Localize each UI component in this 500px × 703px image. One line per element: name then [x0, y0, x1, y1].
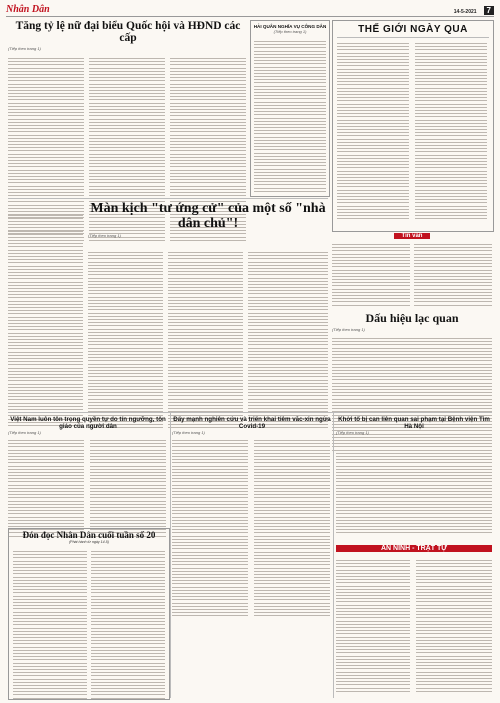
masthead-logo: Nhân Dân: [6, 3, 50, 15]
world-news-box: [332, 20, 494, 232]
headline-vaccine: Đẩy mạnh nghiên cứu và triển khai tiêm vắc-xin ngừa Covid-19: [173, 416, 331, 431]
headline-women-ratio: Tăng tỷ lệ nữ đại biểu Quốc hội và HĐND các cấp: [15, 20, 241, 45]
article-candidates-header: [88, 202, 328, 248]
side-box-kicker: (Tiếp theo trang 1): [273, 29, 307, 35]
article-women-header: [8, 20, 248, 56]
headline-weekend: Đón đọc Nhân Dân cuối tuần số 20: [22, 530, 156, 540]
tin-van-header: [332, 233, 492, 241]
headline-candidates: Màn kịch "tư ứng cử" của một số "nhà dân chủ"!: [90, 202, 326, 231]
security-section-header: [336, 545, 492, 555]
side-box-title: HẢI QUÂN NGHĨA VỤ CÔNG DÂN: [253, 24, 327, 29]
headline-vietnam: Việt Nam luôn tôn trọng quyền tự do tín ngưỡng, tôn giáo của người dân: [10, 416, 166, 431]
kicker-optimism: (Tiếp theo trang 1): [332, 326, 365, 332]
kicker-candidates: (Tiếp theo trang 1): [88, 233, 121, 239]
kicker-women-ratio: (Tiếp theo trang 1): [8, 46, 41, 52]
masthead-right: [454, 0, 494, 18]
headline-optimism: Dấu hiệu lạc quan: [365, 312, 459, 325]
main-col-3: [168, 252, 243, 431]
weekend-box: [8, 528, 170, 700]
main-col-2: [88, 252, 163, 431]
masthead: [6, 2, 494, 17]
side-box-navy: [250, 20, 330, 197]
subtitle-weekend: (Phát hành từ ngày 14-5): [68, 540, 110, 545]
kicker-vaccine: (Tiếp theo trang 1): [172, 430, 205, 436]
security-section-title: AN NINH - TRẬT TỰ: [336, 545, 492, 552]
tin-van-label: Tin vắn: [394, 233, 430, 239]
headline-hanoi: Khởi tố bị can liên quan sai phạm tại Bệnh viện Tim Hà Nội: [338, 416, 490, 431]
kicker-hanoi: (Tiếp theo trang 1): [336, 430, 369, 436]
kicker-vietnam: (Tiếp theo trang 1): [8, 430, 41, 436]
world-news-title: THẾ GIỚI NGÀY QUA: [358, 24, 468, 35]
main-col-4: [248, 252, 328, 431]
main-col-1: [8, 205, 83, 428]
page-number: 7: [484, 6, 494, 15]
masthead-date: 14-5-2021: [453, 9, 477, 15]
